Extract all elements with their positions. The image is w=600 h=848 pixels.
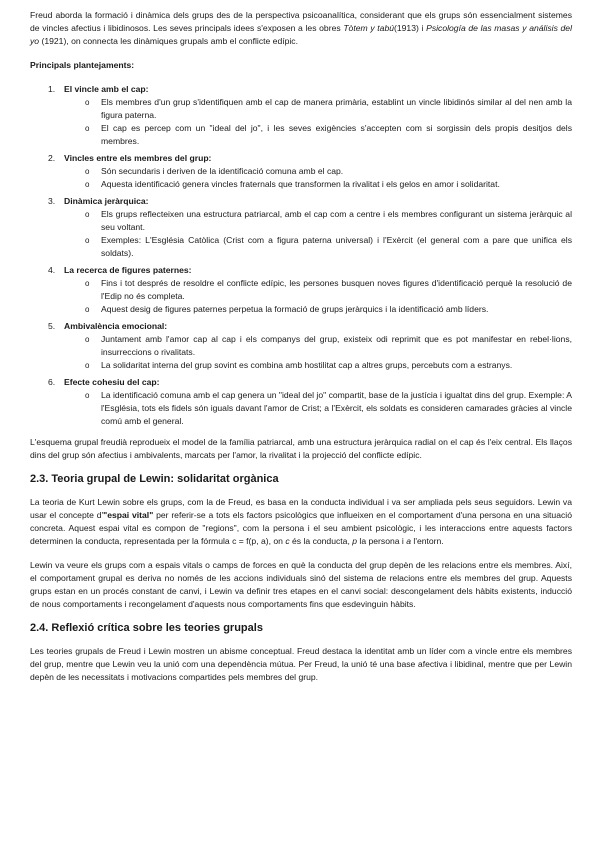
sub-item: o El cap es percep com un "ideal del jo", i les seves exigències s'accepten com si sorgissin dels propis desitjos dels membres.: [64, 122, 572, 148]
espai-vital-term: "espai vital": [103, 510, 154, 520]
lewin-text: l'entorn.: [411, 536, 444, 546]
sub-item: o La identificació comuna amb el cap genera un "ideal del jo" compartit, base de la justícia i igualtat dins del grup. Exemple: A l'Església, tots els fidels són iguals davant l'amor de Crist; a l'Exèrcit, els soldats es consideren camarades gràcies al vincle comú amb el general.: [64, 389, 572, 428]
principles-list: [30, 83, 572, 428]
principle-number: 3.: [48, 196, 56, 206]
principle-title: Dinàmica jeràrquica:: [64, 196, 149, 206]
principle-item: [30, 152, 572, 191]
principle-title: La recerca de figures paternes:: [64, 265, 192, 275]
principle-title: Vincles entre els membres del grup:: [64, 153, 212, 163]
principle-subitems: [64, 333, 572, 372]
sub-item: o Juntament amb l'amor cap al cap i els companys del grup, existeix odi reprimit que es pot manifestar en rebel·lions, insurreccions o rivalitats.: [64, 333, 572, 359]
principle-number: 5.: [48, 321, 56, 331]
intro-text-3: (1921), on connecta les dinàmiques grupals amb el conflicte edípic.: [39, 36, 298, 46]
principle-subitems: [64, 277, 572, 316]
principle-title: El vincle amb el cap:: [64, 84, 149, 94]
sub-item: o La solidaritat interna del grup sovint es combina amb hostilitat cap a altres grups, percebuts com a estranys.: [64, 359, 572, 372]
principle-title: Ambivalència emocional:: [64, 321, 168, 331]
sub-item: o Fins i tot després de resoldre el conflicte edípic, les persones busquen noves figures d'identificació perquè la resolució de l'Edip no és completa.: [64, 277, 572, 303]
section-title-lewin: 2.3. Teoria grupal de Lewin: solidaritat orgànica: [30, 473, 279, 485]
critica-paragraph-1: Les teories grupals de Freud i Lewin mostren un abisme conceptual. Freud destaca la identitat amb un líder com a vincle entre els membres del grup, mentre que Lewin veu la unió com una dependència mútua. Per Freud, la unió té una base afectiva i libidinal, mentre que per Lewin depèn de les necessitats i motivacions compartides pels membres del grup.: [30, 646, 572, 682]
principle-number: 1.: [48, 84, 56, 94]
sub-item: o Aquest desig de figures paternes perpetua la formació de grups jeràrquics i la identificació amb líders.: [64, 303, 572, 316]
principle-title: Efecte cohesiu del cap:: [64, 377, 160, 387]
formula-var-p: p: [352, 536, 358, 546]
intro-text-2: (1913) i: [394, 23, 427, 33]
principle-item: [30, 376, 572, 428]
principle-number: 2.: [48, 153, 56, 163]
principle-subitems: [64, 208, 572, 260]
sub-item: o Els membres d'un grup s'identifiquen amb el cap de manera primària, establint un vincle libidinós similar al del nen amb la figura paterna.: [64, 96, 572, 122]
intro-text-1: Freud aborda la formació i dinàmica dels grups des de la perspectiva psicoanalítica, considerant que els grups són essencialment sistemes de vincles afectius i libidinosos. Les seves principals idees s'exposen a les obres: [30, 10, 572, 33]
book-title-totem: Tòtem y tabú: [343, 23, 395, 33]
lewin-paragraph-2: Lewin va veure els grups com a espais vitals o camps de forces en què la conducta del grup depèn de les relacions entre els membres. Així, el comportament grupal es deriva no només de les accions individuals sinó del sistema de relacions entre els membres del grup. Aquests grups estan en un procés constant de canvi, i Lewin va definir tres etapes en el canvi social: descongelament dels hàbits existents, inducció de nous comportaments i recongelament d'aquests nous comportaments fins que esdevinguin hàbits.: [30, 560, 572, 609]
lewin-paragraph-1: [30, 496, 572, 548]
lewin-text: la persona i: [357, 536, 407, 546]
principle-item: [30, 83, 572, 148]
intro-paragraph: [30, 9, 572, 48]
lewin-text: per referir-se a tots els factors psicològics que influeixen en el comportament d'una persona en una situació concreta. Aquest espai vital es compon de "regions", com la persona i el seu ambient psicològic, i les interaccions entre aquests factors determinen la conducta, representada per la fórmula c = f(p, a), on: [30, 510, 572, 546]
summary-paragraph: L'esquema grupal freudià reprodueix el model de la família patriarcal, amb una estructura jeràrquica radial on el cap és l'eix central. Els llaços dins del grup són afectius i ambivalents, marcats per l'amor, la rivalitat i la projecció del conflicte edípic.: [30, 437, 572, 460]
sub-item: o Són secundaris i deriven de la identificació comuna amb el cap.: [64, 165, 572, 178]
section-title-critica: 2.4. Reflexió crítica sobre les teories grupals: [30, 622, 263, 634]
principle-item: [30, 195, 572, 260]
principle-subitems: [64, 96, 572, 148]
formula-var-a: a: [406, 536, 412, 546]
principle-subitems: [64, 165, 572, 191]
principle-item: [30, 320, 572, 372]
book-title-psicologia: Psicología de las masas y análisis del yo: [30, 23, 572, 46]
sub-item: o Exemples: L'Església Catòlica (Crist com a figura paterna universal) i l'Exèrcit (el general com a pare que unifica els soldats).: [64, 234, 572, 260]
lewin-text: La teoria de Kurt Lewin sobre els grups, com la de Freud, es basa en la conducta individual i va ser ampliada pels seus seguidors. Lewin va usar el concepte d': [30, 497, 572, 520]
formula-var-c: c: [285, 536, 290, 546]
principle-subitems: [64, 389, 572, 428]
principle-number: 6.: [48, 377, 56, 387]
sub-item: o Els grups reflecteixen una estructura patriarcal, amb el cap com a centre i els membres configurant un sistema jeràrquic al seu voltant.: [64, 208, 572, 234]
principals-heading: Principals plantejaments:: [30, 60, 135, 70]
lewin-text: és la conducta,: [289, 536, 353, 546]
principle-number: 4.: [48, 265, 56, 275]
sub-item: o Aquesta identificació genera vincles fraternals que transformen la rivalitat i els gelos en amor i solidaritat.: [64, 178, 572, 191]
principle-item: [30, 264, 572, 316]
